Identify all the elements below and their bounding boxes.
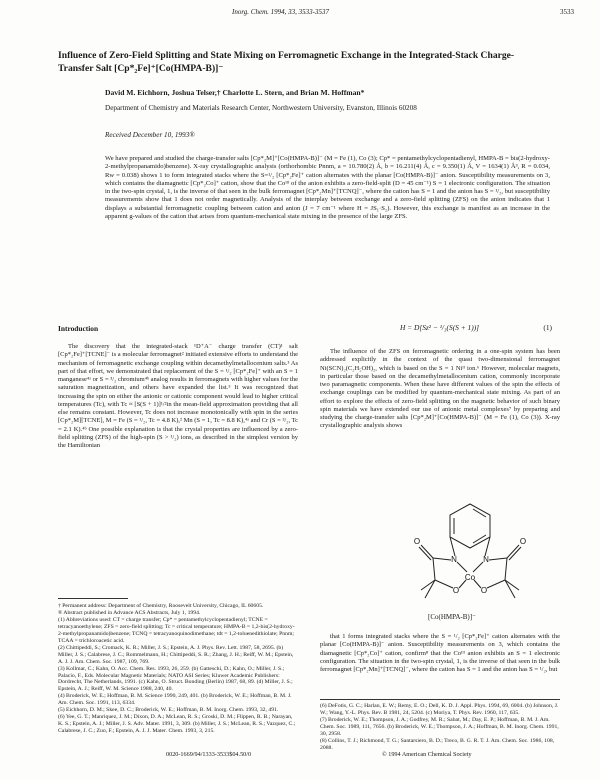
footnote: (8) Collins, T. J.; Richmond, T. G.; Santarsiero, B. D.; Treco, B. G. R. T. J. Am. Chem. Soc. 1986, 108, 2088. [320,737,555,751]
right-column [320,348,560,431]
equation-number: (1) [543,323,552,332]
body-paragraph: that 1 forms integrated stacks where the S = ¹/₂ [Cp*₂Fe]⁺ cation alternates with the planar [Co(HMPA-B)]⁻ anion. Susceptibility measurements on 3, which contains the diamagnetic [Cp*₂Co]⁺ cation, confirm⁸ that the Coᴵᴵᴵ anion exhibits an S = 1 electronic configuration. The situation in the two-spin crystal, 1, is the inverse of that seen in the bulk ferromagnet [Cp*₂Mn]⁺[TCNQ]⁻, where the cation has S = 1 and the anion has S = ¹/₂, but [320,633,560,673]
atom-co: Co [464,573,476,582]
article-code: 0020-1669/94/1333-3533$04.50/0 [166,751,252,758]
left-column [58,343,298,450]
footnote: (2) Chittipeddi, S.; Cromack, K. R.; Miller, J. S.; Epstein, A. J. Phys. Rev. Lett. 1987, 58, 2695. (b) Miller, J. S.; Calabrese, J. C.; Rommelmann, H.; Chittipeddi, S. R.; Zhang, J. H.; Reiff, W. M.; Epstein, A. J. J. Am. Chem. Soc. 1987, 109, 769. [58,644,294,665]
footnotes-left [58,603,298,735]
benzene-ring [450,504,490,548]
footnote: ® Abstract published in Advance ACS Abstracts, July 1, 1994. [58,609,201,616]
structure-caption: [Co(HMPA-B)]⁻ [428,613,476,621]
hmpa-b-structure-diagram [395,498,545,610]
atom-o-left: O [452,586,460,595]
footnote: (3) Kollmar, C.; Kahn, O. Acc. Chem. Res. 1993, 26, 259. (b) Gatteschi, D.; Kahn, O.; Miller, J. S.; Palacio, F., Eds. Molecular Magnetic Materials; NATO ASI Series; Kluwer Academic Publishers: Dordrecht, The Netherlands, 1991. (c) Kahn, O. Struct. Bonding (Berlin) 1987, 68, 89. (d) Miller, J. S.; Epstein, A. J.; Reiff, W. M. Science 1988, 240, 40. [58,665,293,693]
body-paragraph: The influence of the ZFS on ferromagnetic ordering in a one-spin system has been addressed explicitly in the context of the quasi two-dimensional ferromagnet Ni(SCN)₂(C₂H₅OH)₂, which is based on the S = 1 Niᴵᴵ ion.⁶ However, molecular magnets, in particular those based on the decamethylmetallocenium cation, commonly incorporate two paramagnetic components. When these have different values of the spin the effects of exchange couplings can be modified by quantum-mechanical state mixing. As part of an effort to explore the effects of zero-field splitting on the magnetic behavior of such binary spin materials we have extended our use of anionic metal complexes⁷ by preparing and studying the charge-transfer salts [Cp*₂M]⁺[Co(HMPA-B)]⁻ (M = Fe (1), Co (3)). X-ray crystallographic analysis shows [320,348,560,430]
equation-text: H = D[Sz² − ¹/₃(S(S + 1))] [400,323,480,332]
atom-n-right: N [483,555,489,564]
footnotes-right [320,703,560,752]
abstract: We have prepared and studied the charge-transfer salts [Cp*₂M]⁺[Co(HMPA-B)]⁻ (M = Fe (1), Co (3); Cp* = pentamethylcyclopentadienyl, HMPA-B = bis(2-hydroxy-2-methylpropanamido)benzene). X-ray crystallographic analysis (orthorhombic Pnnm, a = 10.780(2) Å, b = 16.211(4) Å, c = 9.350(1) Å, V = 1634(1) Å³, R = 0.034, Rw = 0.038) shows 1 to form integrated stacks where the S=¹/₂ [Cp*₂Fe]⁺ cation alternates with the planar [Co(HMPA-B)]⁻ anion. Susceptibility measurements on 3, which contains the diamagnetic [Cp*₂Co]⁺ cation, show that the Coᴵᴵᴵ of the anion exhibits a zero-field-split (D = 45 cm⁻¹) S = 1 electronic configuration. The situation in the two-spin crystal, 1, is the inverse of that seen in the bulk ferromagnet [Cp*₂Mn]⁺[TCNQ]⁻, where the cation has S = 1 and the anion has S = ¹/₂, but susceptibility measurements show that 1 does not order magnetically. Analysis of the interplay between exchange and a zero-field splitting (ZFS) on the anion indicates that 1 displays a substantial ferromagnetic coupling between cation and anion (J = 7 cm⁻¹ where H = JS₁·S₂). However, this exchange is manifest as an increase in the apparent g-values of the cation that arises from quantum-mechanical state mixing in the presence of the large ZFS. [105,155,550,221]
atom-o-carbonyl-right: O [519,537,527,546]
received-date: Received December 10, 1993® [105,131,195,139]
article-title: Influence of Zero-Field Splitting and State Mixing on Ferromagnetic Exchange in the Integrated-Stack Charge-Transfer Salt [Cp*₂Fe]⁺[Co(HMPA-B)]⁻ [58,50,515,74]
affiliation: Department of Chemistry and Materials Research Center, Northwestern University, Evanston, Illinois 60208 [105,104,417,112]
page-number: 3533 [560,8,574,16]
footnote: (6) DeFotis, G. C.; Harlan, E. W.; Remy, E. O.; Dell, K. D. J. Appl. Phys. 1994, 69, 6004. (b) Johnson, J. W.; Wang, Y.-L. Phys. Rev. B 1981, 24, 5204. (c) Moriya, T. Phys. Rev. 1960, 117, 635. [320,703,559,716]
footnote-rule-right [320,699,560,700]
author-list: David M. Eichhorn, Joshua Telser,† Charlotte L. Stern, and Brian M. Hoffman* [105,88,365,97]
atom-o-carbonyl-left: O [413,537,421,546]
atom-o-right: O [480,586,488,595]
section-heading: Introduction [58,324,99,333]
footnote: (7) Broderick, W. E.; Thompson, J. A.; Godfrey, M. R.; Sabat, M.; Day, E. P.; Hoffman, B. M. J. Am. Chem. Soc. 1989, 111, 7656. (b) Broderick, W. E.; Thompson, J. A.; Hoffman, B. M. Inorg. Chem. 1991, 30, 2958. [320,716,559,737]
journal-citation: Inorg. Chem. 1994, 33, 3533-3537 [232,8,329,16]
footnote-rule-left [58,598,128,599]
footnote: (1) Abbreviations used: CT = charge transfer; Cp* = pentamethylcyclopentadienyl; TCNE = tetracyanoethylene; ZFS = zero-field splitting; Tc = critical temperature; HMPA-B = 1,2-bis(2-hydroxy-2-methylpropanamido)benzene; TCNQ = tetracyanoquinodimethane; tdt = 1,2-toluenedithiolate; Pnnm; TCAA = trichloroacetic acid. [58,616,295,644]
body-paragraph: The discovery that the integrated-stack ¹D⁺A⁻ charge transfer (CT)¹ salt [Cp*₂Fe]⁺[TCNE]⁻ is a molecular ferromagnet² initiated extensive efforts to understand the mechanism of ferromagnetic exchange coupling within decamethylmetallocenium salts.³ As part of that effort, we demonstrated that replacement of the S = ¹/₂ [Cp*₂Fe]⁺ with an S = 1 manganese⁴ᵃ or S = ³/₂ chromium⁴ᵇ analog results in ferromagnets with higher values for the saturation magnetization, and others have expanded the list.⁵ It was recognized that increasing the spin on either the anionic or cationic component would lead to higher critical temperatures (Tc), with Tc ≈ [S(S + 1)]¹/²in the mean-field approximation providing that all else remains constant. However, Tc does not increase monotonically with spin in the series [Cp*₂M][TCNE], M = Fe (S = ¹/₂, Tc = 4.8 K),² Mn (S = 1, Tc = 8.8 K),⁴ᵃ and Cr (S = ³/₂, Tc = 2.1 K).⁴ᵇ One possible explanation is that the crystal properties are influenced by a zero-field splitting (ZFS) of the high-spin (S > ¹/₂) ions, as described in the simplest version by the Hamiltonian [58,343,298,449]
footnote: † Permanent address: Department of Chemistry, Roosevelt University, Chicago, IL 60605. [58,603,264,609]
equation-1 [400,323,552,332]
right-column-continued [320,633,560,674]
footnote: (4) Broderick, W. E.; Hoffman, B. M. Science 1990, 249, 401. (b) Broderick, W. E.; Hoffman, B. M. J. Am. Chem. Soc. 1991, 113, 6334. [58,693,292,707]
atom-n-left: N [451,555,457,564]
copyright: © 1994 American Chemical Society [382,751,472,758]
footnote: (5) Eichhorn, D. M.; Skee, D. C.; Broderick, W. E.; Hoffman, B. M. Inorg. Chem. 1993, 32, 491. [58,707,279,714]
footnote: (6) Yee, G. T.; Manriquez, J. M.; Dixon, D. A.; McLean, R. S.; Groski, D. M.; Flippen, R. B.; Narayan, K. S.; Epstein, A. J.; Miller, J. S. Adv. Mater. 1991, 3, 309. (b) Miller, J. S.; McLean, R. S.; Vazquez, C.; Calabrese, J. C.; Zuo, F.; Epstein, A. J. J. Mater. Chem. 1993, 3, 215. [58,714,296,735]
